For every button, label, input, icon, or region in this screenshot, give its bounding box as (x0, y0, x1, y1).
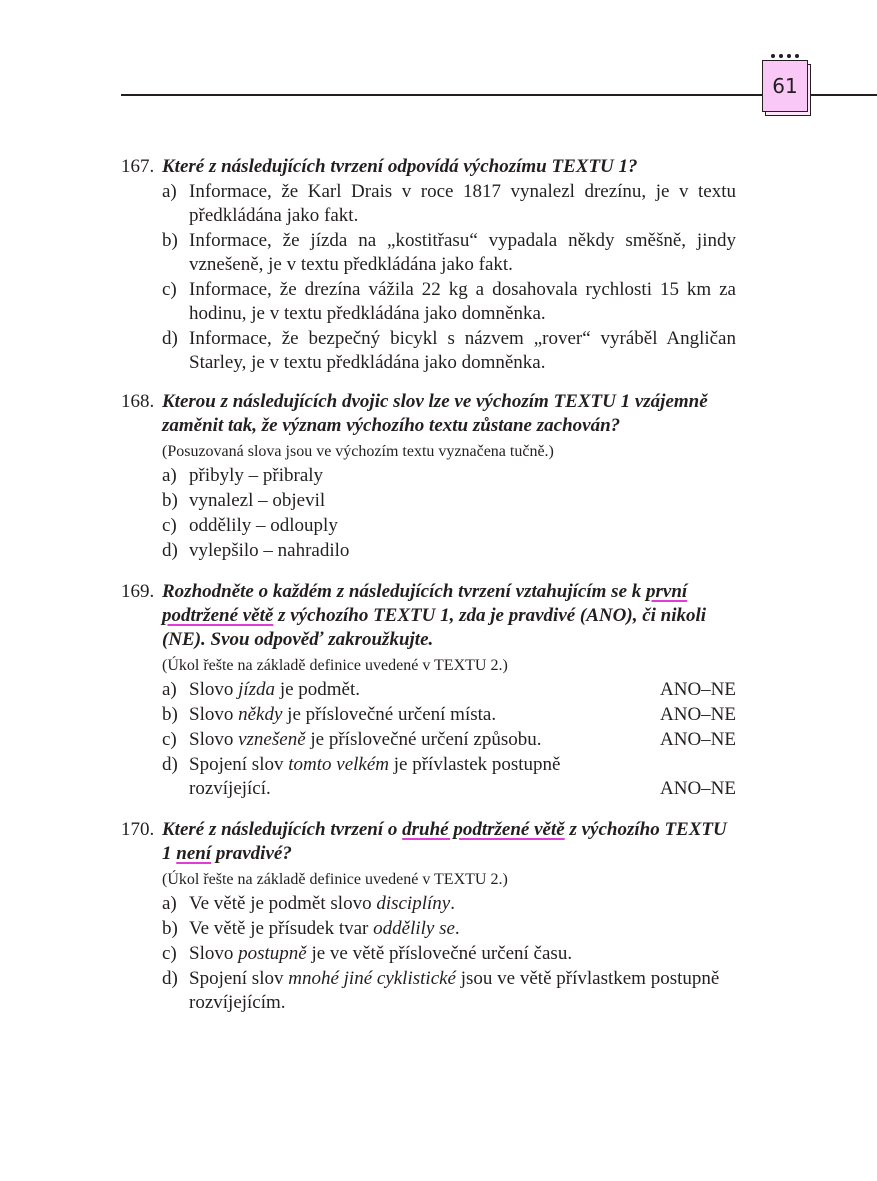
option (121, 539, 736, 563)
question-text: Rozhodněte o každém z následujících tvrzení vztahujícím se k (162, 581, 646, 602)
option-term: disciplíny (376, 893, 451, 914)
question-168 (121, 390, 736, 563)
option-letter: d) (162, 540, 178, 561)
question-text: z výchozího TEXTU 1 (162, 819, 727, 864)
question-169 (121, 580, 736, 801)
option-letter: d) (162, 968, 178, 989)
option-text: Informace, že jízda na „kostitřasu“ vypadala někdy směšně, jindy vznešeně, je v textu předkládána jako fakt. (189, 230, 736, 275)
option-text: Slovo (189, 729, 239, 750)
option-text: je přívlastek postupně rozvíjející. (189, 754, 561, 799)
option (121, 229, 736, 277)
option-letter: a) (162, 679, 177, 700)
option (121, 489, 736, 513)
option-term: mnohé jiné cyklistické (288, 968, 456, 989)
option (121, 753, 736, 801)
question-text: z výchozího TEXTU 1, zda je pravdivé (ANO), či nikoli (NE). Svou odpověď zakroužkujte. (162, 605, 707, 650)
option (121, 327, 736, 375)
option-text: je ve větě příslovečné určení času. (306, 943, 573, 964)
option-text: Ve větě je přísudek tvar (189, 918, 374, 939)
binder-ring-icon (795, 54, 799, 58)
option-letter: c) (162, 279, 177, 300)
option-term: někdy (238, 704, 283, 725)
binder-ring-icon (787, 54, 791, 58)
question-number: 168. (121, 391, 155, 412)
question-number: 170. (121, 819, 155, 840)
option-letter: a) (162, 181, 177, 202)
option-letter: d) (162, 328, 178, 349)
option-text: je podmět. (275, 679, 361, 700)
option-text: . (454, 918, 460, 939)
option-letter: c) (162, 515, 177, 536)
ano-ne-choice[interactable]: ANO–NE (660, 704, 736, 725)
option-letter: b) (162, 918, 178, 939)
option-text: vylepšilo – nahradilo (189, 540, 350, 561)
option-text: vynalezl – objevil (189, 490, 326, 511)
option-text: Slovo (189, 679, 239, 700)
ano-ne-choice[interactable]: ANO–NE (660, 679, 736, 700)
question-text: pravdivé? (211, 843, 292, 864)
option-text: přibyly – přibraly (189, 465, 324, 486)
underlined-reference: druhé podtržené větě (402, 819, 565, 840)
binder-ring-icon (779, 54, 783, 58)
option (121, 942, 736, 966)
option-letter: d) (162, 754, 178, 775)
option-text: Informace, že Karl Drais v roce 1817 vynalezl drezínu, je v textu předkládána jako fakt. (189, 181, 736, 226)
option (121, 180, 736, 228)
underlined-reference: první podtržené větě (162, 581, 688, 626)
option-text: jsou ve větě přívlastkem postupně rozvíjejícím. (189, 968, 720, 1013)
question-170 (121, 818, 736, 1015)
option-text: Informace, že bezpečný bicykl s názvem „rover“ vyráběl Angličan Starley, je v textu předkládána jako domněnka. (189, 328, 736, 373)
question-167 (121, 155, 736, 375)
option-letter: c) (162, 729, 177, 750)
question-heading (121, 580, 736, 652)
option-text: je příslovečné určení místa. (282, 704, 497, 725)
question-number: 167. (121, 156, 155, 177)
option-letter: b) (162, 230, 178, 251)
option-text: je příslovečné určení způsobu. (305, 729, 542, 750)
question-note: (Posuzovaná slova jsou ve výchozím textu vyznačena tučně.) (162, 443, 554, 460)
question-heading (121, 390, 736, 438)
underlined-negation: není (176, 843, 212, 864)
option (121, 514, 736, 538)
question-text: Které z následujících tvrzení odpovídá výchozímu TEXTU 1? (162, 156, 638, 177)
option-text: Ve větě je podmět slovo (189, 893, 377, 914)
option-letter: b) (162, 704, 178, 725)
option-text: Spojení slov (189, 968, 289, 989)
option-text: oddělily – odlouply (189, 515, 338, 536)
question-heading (121, 155, 736, 179)
option-term: oddělily se (373, 918, 455, 939)
option (121, 278, 736, 326)
option (121, 464, 736, 488)
question-number: 169. (121, 581, 155, 602)
option-term: postupně (238, 943, 307, 964)
option-letter: b) (162, 490, 178, 511)
question-text: Kterou z následujících dvojic slov lze ve výchozím TEXTU 1 vzájemně zaměnit tak, že význam výchozího textu zůstane zachován? (162, 391, 708, 436)
option (121, 917, 736, 941)
option-text: Spojení slov (189, 754, 289, 775)
page-number-badge (762, 60, 808, 114)
option (121, 967, 736, 1015)
binder-ring-icon (771, 54, 775, 58)
question-note: (Úkol řešte na základě definice uvedené v TEXTU 2.) (162, 657, 508, 674)
page-number: 61 (762, 60, 808, 112)
ano-ne-choice[interactable]: ANO–NE (660, 729, 736, 750)
option-letter: c) (162, 943, 177, 964)
option-text: . (450, 893, 455, 914)
option-term: tomto velkém (288, 754, 389, 775)
question-note: (Úkol řešte na základě definice uvedené v TEXTU 2.) (162, 871, 508, 888)
ano-ne-choice[interactable]: ANO–NE (660, 778, 736, 799)
option (121, 728, 736, 752)
option-text: Slovo (189, 704, 239, 725)
question-heading (121, 818, 736, 866)
option (121, 703, 736, 727)
option (121, 678, 736, 702)
option-text: Slovo (189, 943, 239, 964)
question-text: Které z následujících tvrzení o (162, 819, 403, 840)
option-letter: a) (162, 465, 177, 486)
option (121, 892, 736, 916)
option-letter: a) (162, 893, 177, 914)
option-term: vznešeně (238, 729, 306, 750)
option-term: jízda (238, 679, 276, 700)
option-text: Informace, že drezína vážila 22 kg a dosahovala rychlosti 15 km za hodinu, je v textu předkládána jako domněnka. (189, 279, 736, 324)
